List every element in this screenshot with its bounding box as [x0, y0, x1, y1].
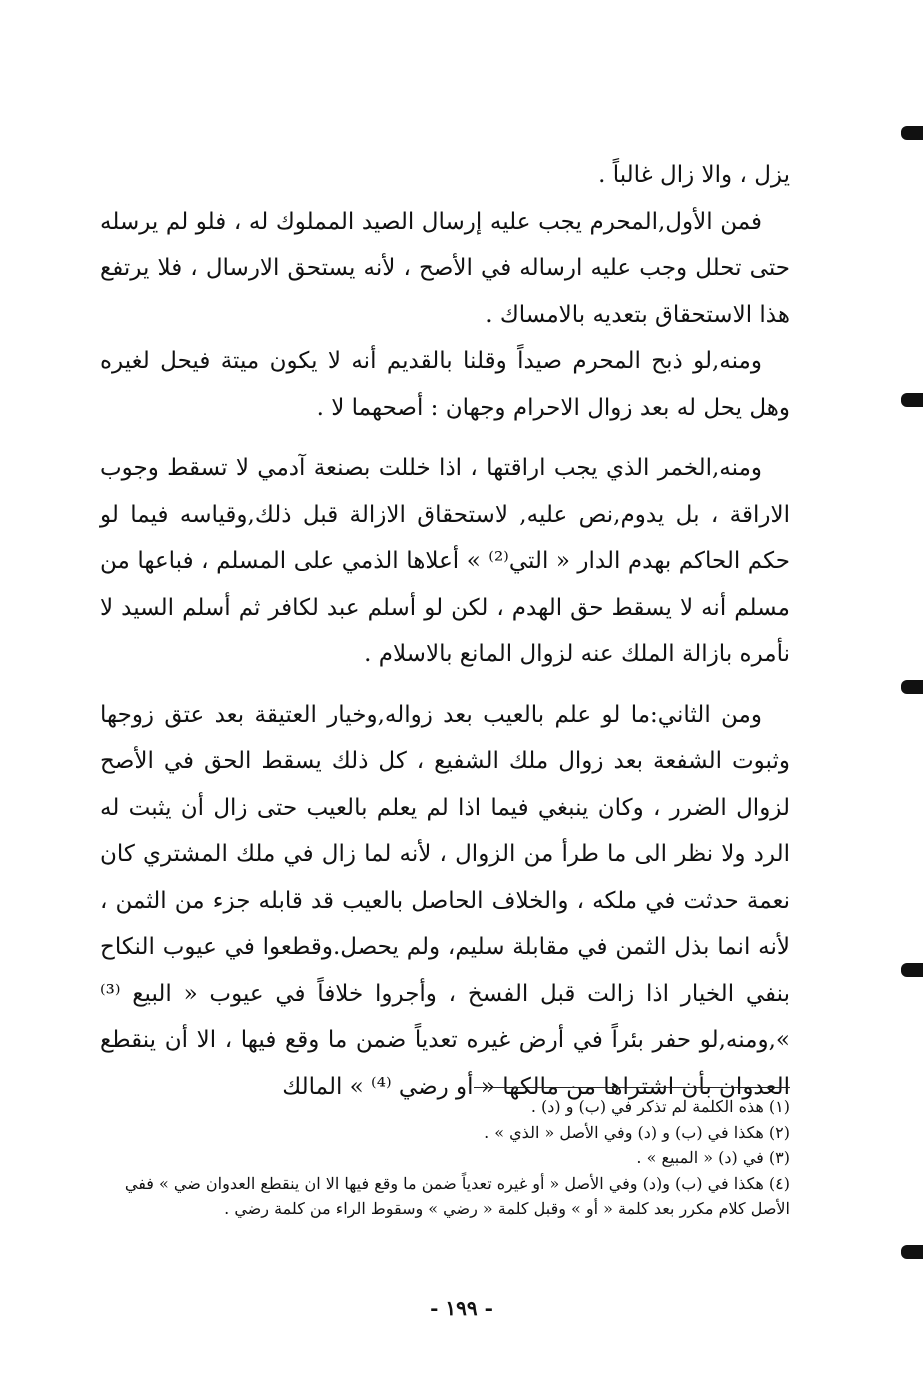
edge-mark: [901, 1245, 923, 1259]
edge-mark: [901, 393, 923, 407]
footnote: (١) هذه الكلمة لم تذكر في (ب) و (د) .: [530, 1097, 790, 1116]
footnote-separator: [474, 1087, 790, 1088]
main-text: [100, 152, 790, 1110]
footnote: (٤) هكذا في (ب) و(د) وفي الأصل « أو غيره تعدياً ضمن ما وقع فيها الا ان ينقطع العدوان ضي » ففي الأصل كلام مكرر بعد كلمة « أو » وقبل كلمة « رضي » وسقوط الراء من كلمة رضي .: [124, 1173, 790, 1218]
footnote: (٢) هكذا في (ب) و (د) وفي الأصل « الذي » .: [484, 1122, 790, 1142]
footnote: (٣) في (د) « المبيع » .: [636, 1148, 790, 1167]
paragraph: ومنه,الخمر الذي يجب اراقتها ، اذا خللت بصنعة آدمي لا تسقط وجوب الاراقة ، بل يدوم,نص عليه, لاستحقاق الازالة قبل ذلك,وقياسه فيما لو حكم الحاكم بهدم الدار « التي⁽²⁾ » أعلاها الذمي على المسلم ، فباعها من مسلم أنه لا يسقط حق الهدم ، لكن لو أسلم عبد لكافر ثم أسلم السيد لا نأمره بازالة الملك عنه لزوال المانع بالاسلام .: [100, 455, 790, 667]
paragraph: ومن الثاني:ما لو علم بالعيب بعد زواله,وخيار العتيقة بعد عتق زوجها وثبوت الشفعة بعد زوال ملك الشفيع ، كل ذلك يسقط الحق في الأصح لزوال الضرر ، وكان ينبغي فيما اذا لم يعلم بالعيب حتى زال أن يثبت له الرد ولا نظر الى ما طرأ من الزوال ، لأنه لما زال في ملك المشتري كان نعمة حدثت في ملكه ، والخلاف الحاصل بالعيب قد قابله جزء من الثمن ، لأنه انما بذل الثمن في مقابلة سليم، ولم يحصل.وقطعوا في عيوب النكاح بنفي الخيار اذا زالت قبل الفسخ ، وأجروا خلافاً في عيوب « البيع ⁽³⁾ »,ومنه,لو حفر بئراً في أرض غيره تعدياً ضمن ما وقع فيها ، الا أن ينقطع العدوان بأن اشتراها من مالكها « أو رضي ⁽⁴⁾ » المالك: [100, 701, 790, 1100]
paragraph-gap: [100, 678, 790, 692]
page-number: - ١٩٩ -: [430, 1296, 493, 1320]
footnotes: [100, 1094, 790, 1222]
paragraph: ومنه,لو ذبح المحرم صيداً وقلنا بالقديم أنه لا يكون ميتة فيحل لغيره وهل يحل له بعد زوال الاحرام وجهان : أصحهما لا .: [100, 348, 790, 421]
edge-mark: [901, 963, 923, 977]
paragraph: فمن الأول,المحرم يجب عليه إرسال الصيد المملوك له ، فلو لم يرسله حتى تحلل وجب عليه ارساله في الأصح ، لأنه يستحق الارسال ، فلا يرتفع هذا الاستحقاق بتعديه بالامساك .: [100, 208, 790, 328]
edge-mark: [901, 680, 923, 694]
paragraph: يزل ، والا زال غالباً .: [598, 162, 790, 188]
edge-mark: [901, 126, 923, 140]
paragraph-gap: [100, 431, 790, 445]
